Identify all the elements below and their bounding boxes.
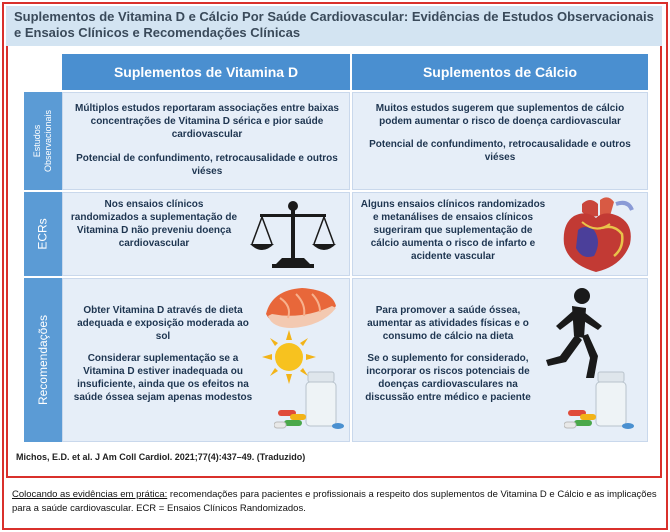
row-header-recomendacoes xyxy=(24,278,62,442)
obs-vitd-text-2: Potencial de confundimento, retrocausalidade e outros viéses xyxy=(76,153,338,177)
rec-calcio-text-2: Se o suplemento for considerado, incorporar os riscos potenciais de doenças cardiovasculares na discussão entre médico e paciente xyxy=(365,353,531,403)
column-header-calcio: Suplementos de Cálcio xyxy=(352,54,648,90)
row-header-recomendacoes-label: Recomendações xyxy=(36,314,50,406)
ecr-calcio-text: Alguns ensaios clínicos randomizados e metanálises de ensaios clínicos sugeriram que suplementação de cálcio aumenta o risco de infarto e acidente vascular xyxy=(360,199,546,262)
column-header-vitamina-d: Suplementos de Vitamina D xyxy=(62,54,350,90)
title-bar xyxy=(6,6,662,46)
scale-icon xyxy=(246,198,340,272)
rec-vitd-text-2: Considerar suplementação se a Vitamina D estiver inadequada ou insuficiente, ainda que os efeitos na saúde óssea sejam apenas modestos xyxy=(73,353,253,403)
citation: Michos, E.D. et al. J Am Coll Cardiol. 2021;77(4):437–49. (Traduzido) xyxy=(16,452,306,462)
runner-icon xyxy=(542,286,612,382)
ecr-vitd-text: Nos ensaios clínicos randomizados a suplementação de Vitamina D não preveniu doença cardiovascular xyxy=(70,199,238,249)
obs-vitd-text-1: Múltiplos estudos reportaram associações entre baixas concentrações de Vitamina D sérica e pior saúde cardiovascular xyxy=(75,103,339,140)
row-header-observacionais-label: Estudos Observacionais xyxy=(32,109,53,173)
pill-bottle-icon xyxy=(274,370,348,432)
pill-bottle-icon-2 xyxy=(564,370,638,432)
rec-calcio-text-1: Para promover a saúde óssea, aumentar as atividades físicas e o consumo de cálcio na dieta xyxy=(367,305,529,342)
footer-label: Colocando as evidências em prática: xyxy=(12,489,168,500)
heart-icon xyxy=(552,194,640,276)
figure-title: Suplementos de Vitamina D e Cálcio Por Saúde Cardiovascular: Evidências de Estudos Observacionais e Ensaios Clínicos e Recomendações Clínicas xyxy=(14,9,654,40)
obs-calcio-text-1: Muitos estudos sugerem que suplementos de cálcio podem aumentar o risco de doença cardiovascular xyxy=(375,103,625,127)
salmon-icon xyxy=(262,284,340,330)
rec-vitd-text-1: Obter Vitamina D através de dieta adequada e exposição moderada ao sol xyxy=(77,305,249,342)
footer-caption xyxy=(12,488,658,516)
row-header-ecrs xyxy=(24,192,62,276)
obs-calcio-text-2: Potencial de confundimento, retrocausalidade e outros viéses xyxy=(369,139,631,163)
row-header-observacionais xyxy=(24,92,62,190)
footer-text: recomendações para pacientes e profissionais a respeito dos suplementos de Vitamina D e Cálcio e as implicações para a saúde cardiovascular. ECR = Ensaios Clínicos Randomizados. xyxy=(12,489,657,514)
row-header-ecrs-label: ECRs xyxy=(36,218,50,250)
